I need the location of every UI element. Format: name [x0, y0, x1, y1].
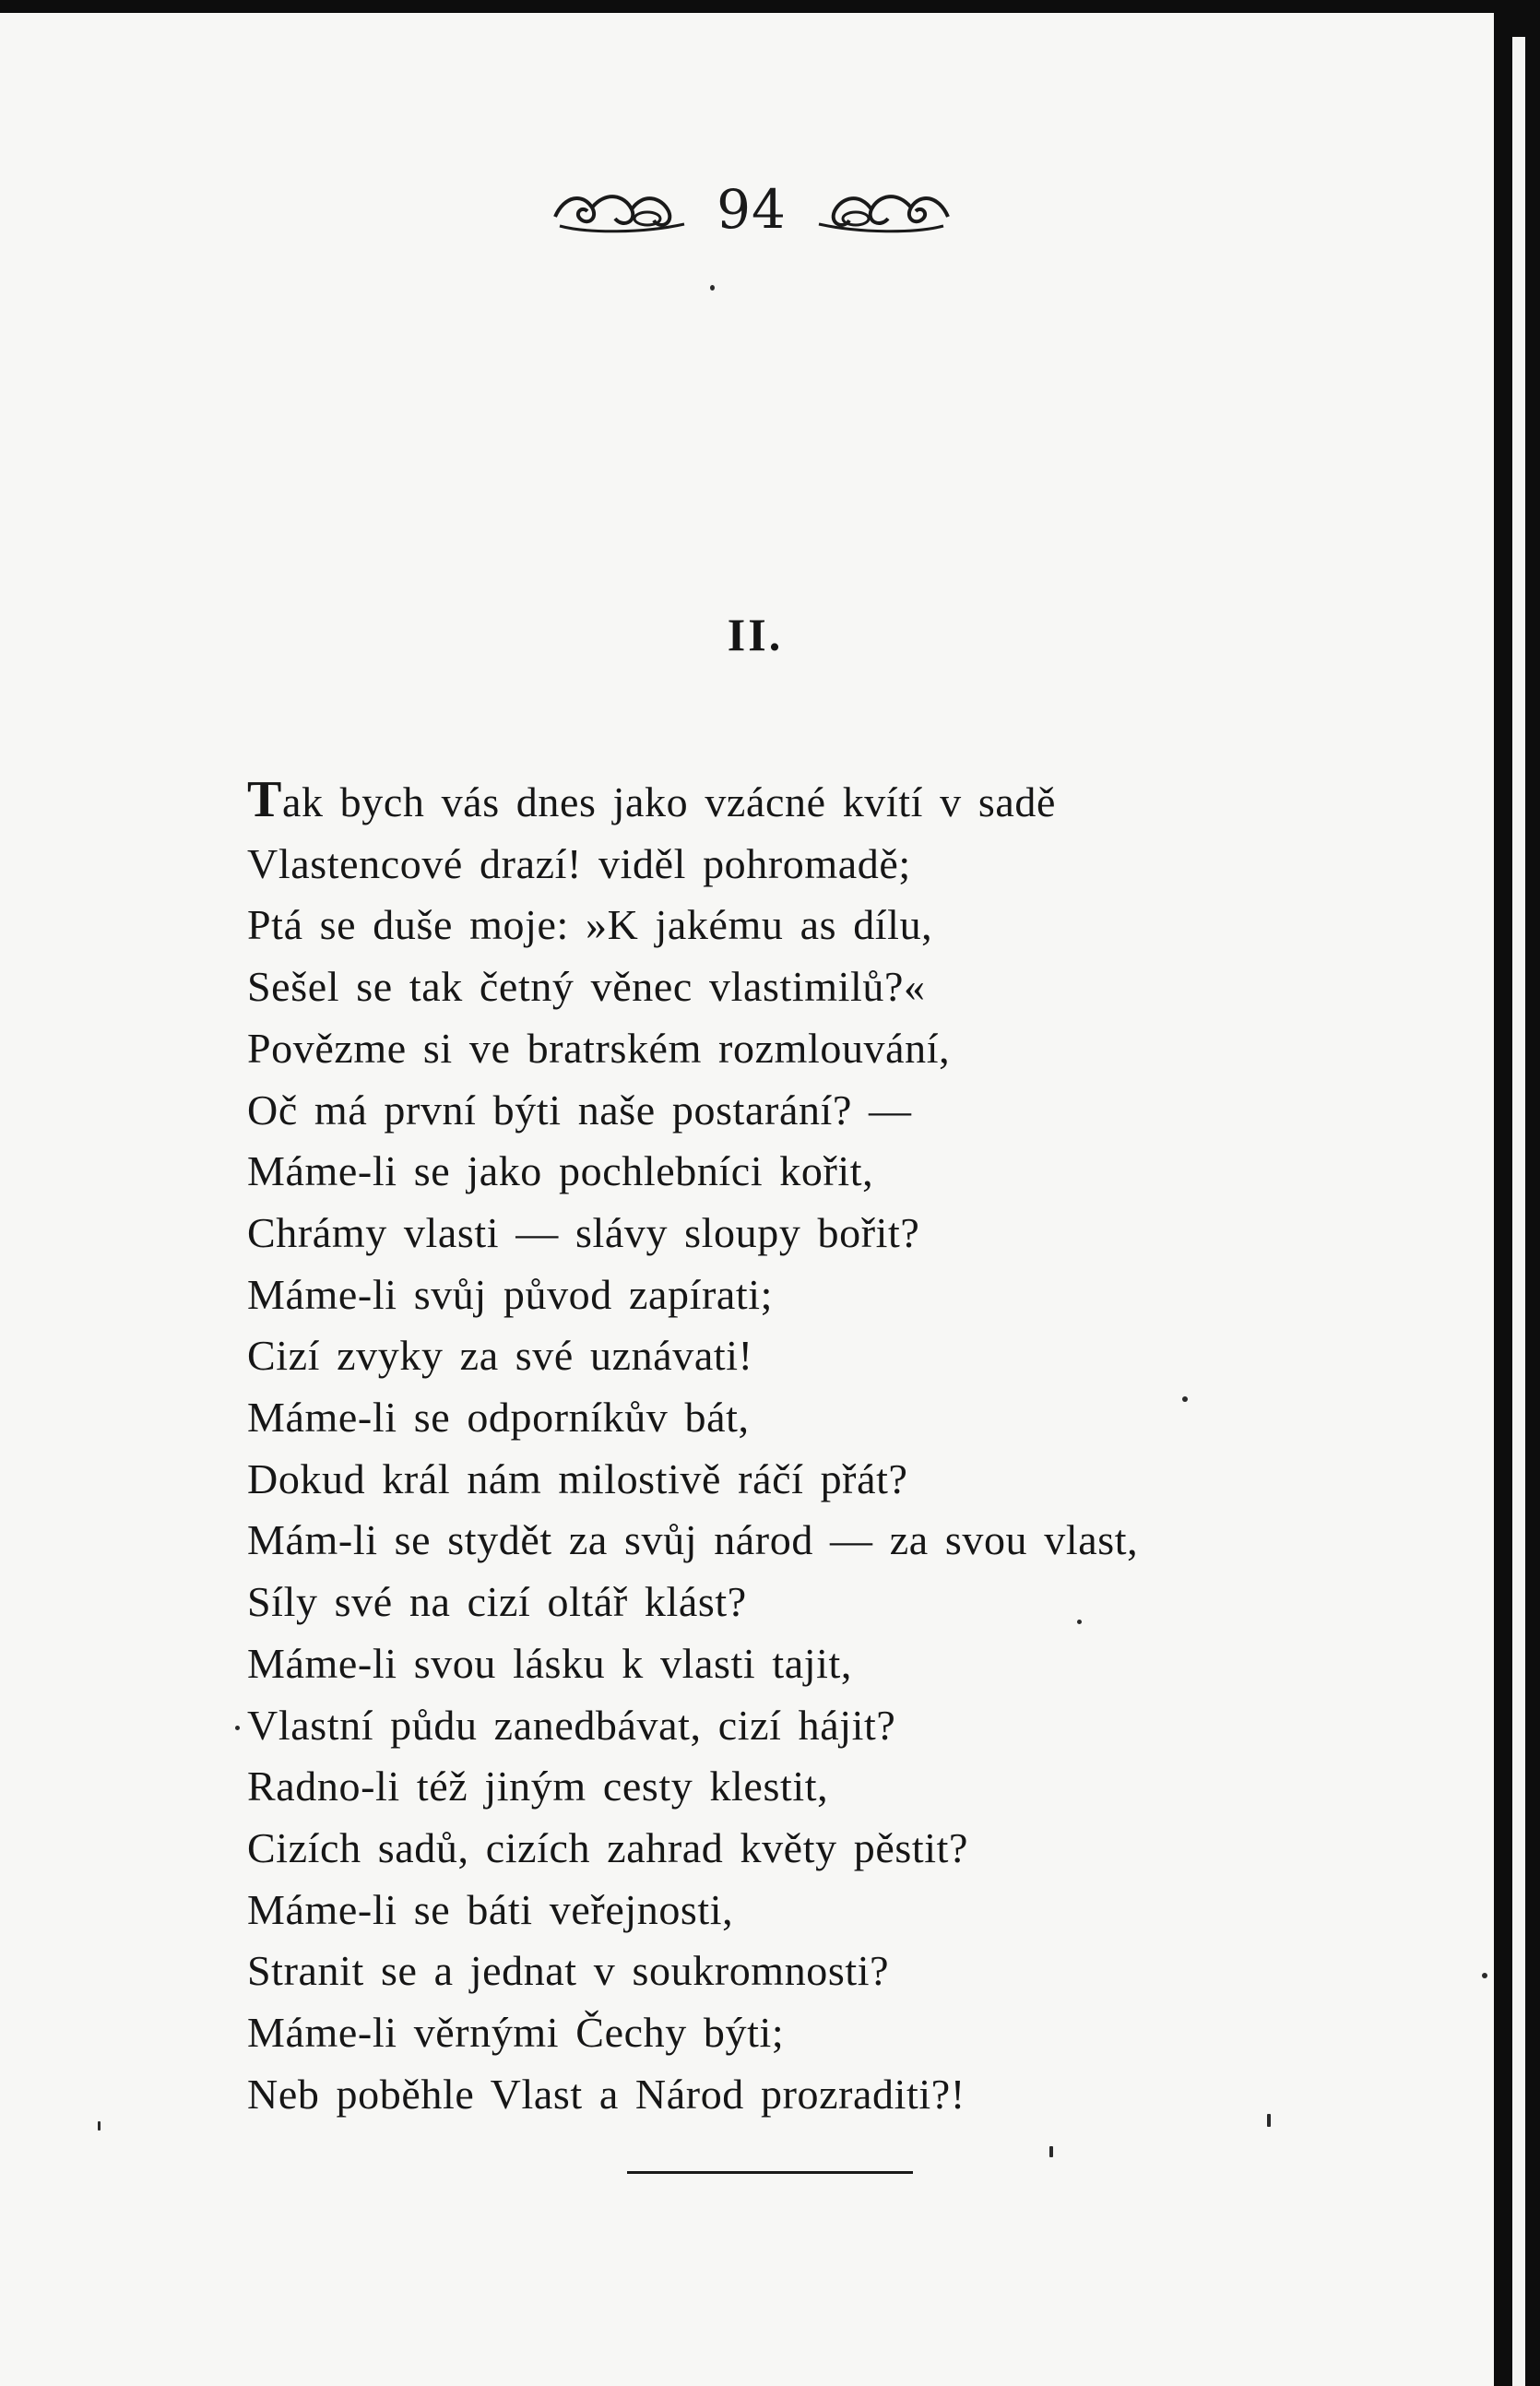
poem-line: Sešel se tak četný věnec vlastimilů?« [247, 963, 926, 1011]
poem-line: Máme-li věrnými Čechy býti; [247, 2009, 785, 2057]
poem-line: Máme-li se báti veřejnosti, [247, 1885, 734, 1933]
poem-line: Oč má první býti naše postarání? — [247, 1086, 912, 1134]
page-header [544, 168, 959, 251]
poem-line: Stranit se a jednat v soukromnosti? [247, 1947, 890, 1995]
print-speck [98, 2121, 101, 2131]
poem-line: Síly své na cizí oltář klást? [247, 1578, 747, 1626]
decorative-flourish-icon [814, 182, 953, 237]
poem-line: Neb poběhle Vlast a Národ prozraditi?! [247, 2070, 965, 2118]
print-speck [1077, 1620, 1082, 1624]
section-number: II. [727, 609, 784, 660]
poem-line: Cizích sadů, cizích zahrad květy pěstit? [247, 1823, 969, 1871]
end-rule [627, 2171, 913, 2174]
poem-line: Vlastencové drazí! viděl pohromadě; [247, 839, 911, 887]
poem-line: Povězme si ve bratrském rozmlouvání, [247, 1024, 951, 1072]
poem-line: Máme-li se odporníkův bát, [247, 1394, 750, 1442]
poem-line: Dokud král nám milostivě ráčí přát? [247, 1454, 908, 1502]
poem-line: Máme-li svou lásku k vlasti tajit, [247, 1639, 852, 1687]
decorative-flourish-icon [551, 182, 689, 237]
poem-line: Máme-li se jako pochlebníci kořit, [247, 1147, 874, 1195]
print-speck [710, 285, 715, 291]
print-speck [235, 1726, 240, 1730]
poem-line: Tak bych vás dnes jako vzácné kvítí v sadě [247, 771, 1056, 828]
poem-line: Chrámy vlasti — slávy sloupy bořit? [247, 1208, 920, 1256]
poem-text [247, 769, 1335, 2125]
print-speck [1482, 1973, 1487, 1978]
poem-line: Máme-li svůj původ zapírati; [247, 1270, 774, 1318]
poem-line: Cizí zvyky za své uznávati! [247, 1332, 753, 1380]
print-speck [1049, 2146, 1053, 2157]
adjacent-page-strip [1512, 37, 1525, 2386]
page-number: 94 [717, 178, 787, 241]
poem-line: Radno-li též jiným cesty klestit, [247, 1763, 829, 1810]
poem-line: Ptá se duše moje: »K jakému as dílu, [247, 901, 933, 949]
print-speck [1182, 1396, 1188, 1402]
print-speck [1267, 2114, 1271, 2127]
poem-line: Vlastní půdu zanedbávat, cizí hájit? [247, 1701, 896, 1749]
poem-line: Mám-li se stydět za svůj národ — za svou vlast, [247, 1516, 1139, 1564]
